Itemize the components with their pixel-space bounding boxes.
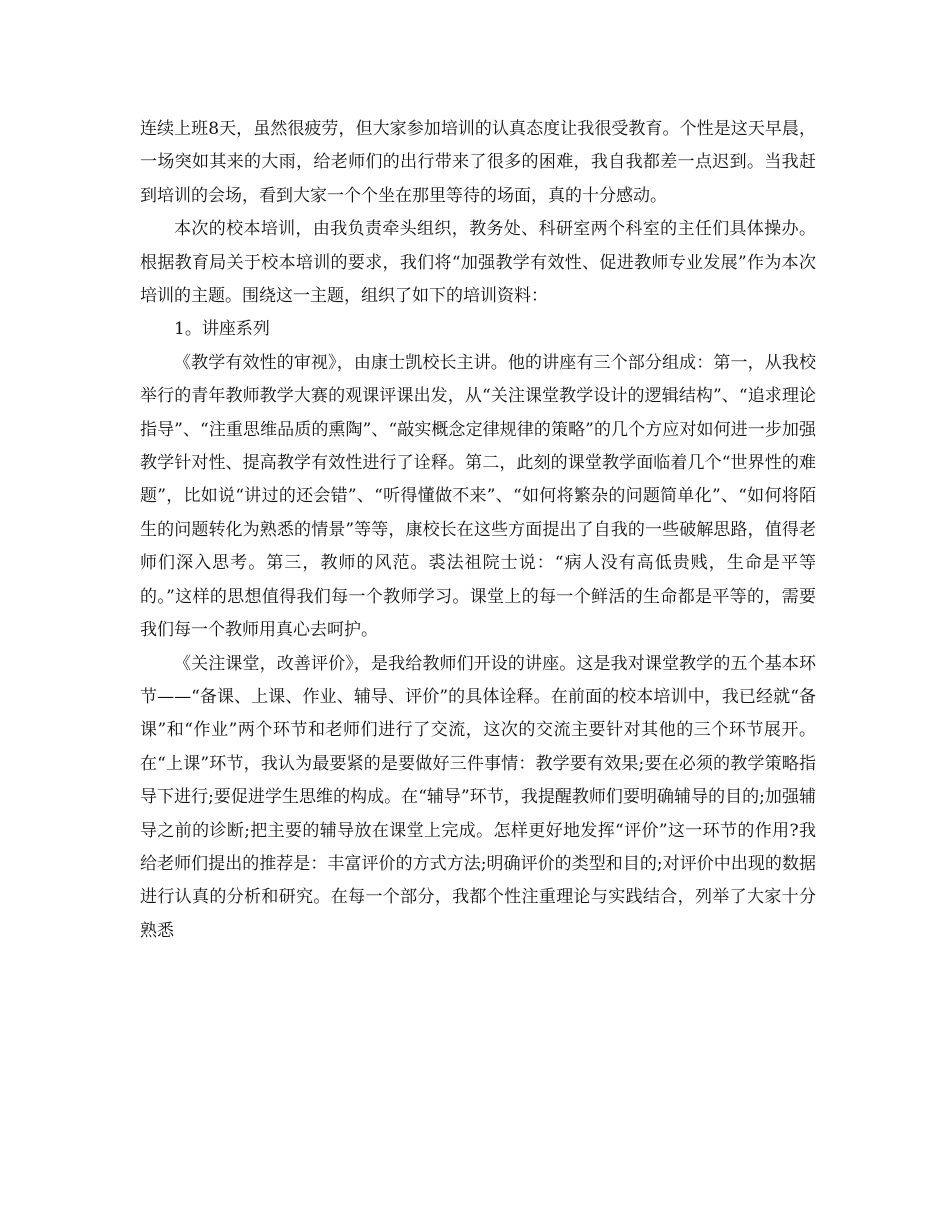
paragraph-lecture-effectiveness: 《教学有效性的审视》，由康士凯校长主讲。他的讲座有三个部分组成：第一，从我校举行的青年教师教学大赛的观课评课出发，从“关注课堂教学设计的逻辑结构”、“追求理论指导”、“注重思维品质的熏陶”、“敲实概念定律规律的策略”的几个方应对如何进一步加强教学针对性、提高教学有效性进行了诠释。第二，此刻的课堂教学面临着几个“世界性的难题”，比如说“讲过的还会错”、“听得懂做不来”、“如何将繁杂的问题简单化”、“如何将陌生的问题转化为熟悉的情景”等等，康校长在这些方面提出了自我的一些破解思路，值得老师们深入思考。第三，教师的风范。裘法祖院士说：“病人没有高低贵贱，生命是平等的。”这样的思想值得我们每一个教师学习。课堂上的每一个鲜活的生命都是平等的，需要我们每一个教师用真心去呵护。 xyxy=(140,352,816,641)
document-body xyxy=(140,113,816,948)
paragraph-lecture-evaluation: 《关注课堂，改善评价》，是我给教师们开设的讲座。这是我对课堂教学的五个基本环节——“备课、上课、作业、辅导、评价”的具体诠释。在前面的校本培训中，我已经就“备课”和“作业”两个环节和老师们进行了交流，这次的交流主要针对其他的三个环节展开。在“上课”环节，我认为最要紧的是要做好三件事情：教学要有效果;要在必须的教学策略指导下进行;要促进学生思维的构成。在“辅导”环节，我提醒教师们要明确辅导的目的;加强辅导之前的诊断;把主要的辅导放在课堂上完成。怎样更好地发挥“评价”这一环节的作用?我给老师们提出的推荐是：丰富评价的方式方法;明确评价的类型和目的;对评价中出现的数据进行认真的分析和研究。在每一个部分，我都个性注重理论与实践结合，列举了大家十分熟悉 xyxy=(140,653,816,941)
section-heading-lecture-series: 1。讲座系列 xyxy=(174,319,270,340)
paragraph-opening: 连续上班8天，虽然很疲劳，但大家参加培训的认真态度让我很受教育。个性是这天早晨，一场突如其来的大雨，给老师们的出行带来了很多的困难，我自我都差一点迟到。当我赶到培训的会场，看到大家一个个坐在那里等待的场面，真的十分感动。 xyxy=(140,119,816,206)
paragraph-training-intro: 本次的校本培训，由我负责牵头组织，教务处、科研室两个科室的主任们具体操办。根据教育局关于校本培训的要求，我们将“加强教学有效性、促进教师专业发展”作为本次培训的主题。围绕这一主题，组织了如下的培训资料： xyxy=(140,219,816,307)
